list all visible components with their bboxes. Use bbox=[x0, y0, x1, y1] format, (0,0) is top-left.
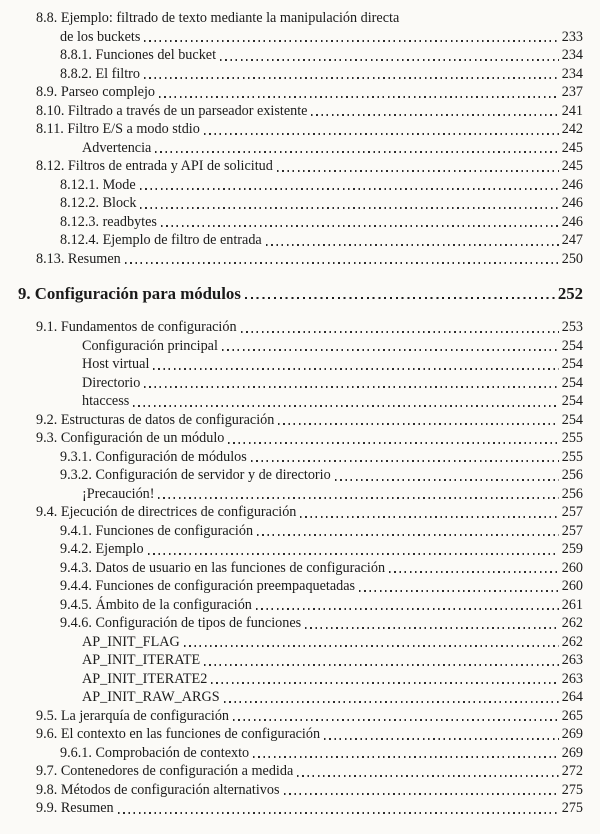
dot-leader bbox=[256, 608, 559, 610]
toc-entry bbox=[18, 231, 583, 250]
page-number: 256 bbox=[561, 467, 583, 483]
entry-title: Directorio bbox=[82, 374, 141, 391]
toc-entry bbox=[18, 559, 583, 578]
entry-title: 9.4.5. Ámbito de la configuración bbox=[60, 596, 252, 613]
page-number: 255 bbox=[561, 430, 583, 446]
page-number: 233 bbox=[561, 28, 583, 45]
page-number: 269 bbox=[561, 726, 583, 742]
page-number: 262 bbox=[561, 615, 583, 631]
entry-title: Advertencia bbox=[82, 139, 152, 156]
page-number: 275 bbox=[561, 800, 583, 816]
dot-leader bbox=[148, 553, 559, 555]
page-number: 245 bbox=[561, 158, 583, 174]
entry-title: 8.9. Parseo complejo bbox=[36, 84, 155, 100]
dot-leader bbox=[311, 114, 558, 116]
dot-leader bbox=[118, 812, 559, 814]
toc-entry bbox=[18, 213, 583, 232]
toc-entry bbox=[18, 651, 583, 670]
entry-title: 8.11. Filtro E/S a modo stdio bbox=[36, 121, 200, 137]
entry-title: 8.13. Resumen bbox=[36, 250, 121, 267]
toc-entry bbox=[18, 466, 583, 485]
dot-leader bbox=[277, 170, 559, 172]
entry-title: 9.4.2. Ejemplo bbox=[60, 541, 144, 557]
page-number: 263 bbox=[561, 670, 583, 687]
dot-leader bbox=[251, 460, 559, 462]
entry-title: 9.8. Métodos de configuración alternativos bbox=[36, 781, 280, 798]
toc-entry bbox=[18, 744, 583, 763]
dot-leader bbox=[224, 701, 559, 703]
toc-entry bbox=[18, 355, 583, 374]
toc-entry bbox=[18, 485, 583, 504]
toc-entry bbox=[18, 318, 583, 337]
dot-leader bbox=[389, 571, 559, 573]
toc-entry bbox=[18, 596, 583, 615]
dot-leader bbox=[159, 96, 559, 98]
page-number: 261 bbox=[561, 596, 583, 613]
page-number: 250 bbox=[561, 250, 583, 267]
page-number: 262 bbox=[561, 633, 583, 650]
page-number: 257 bbox=[561, 504, 583, 520]
entry-title: 8.8.2. El filtro bbox=[60, 65, 140, 82]
dot-leader bbox=[155, 151, 558, 153]
toc-entry bbox=[18, 429, 583, 448]
toc-entry bbox=[18, 540, 583, 559]
toc-entry bbox=[18, 762, 583, 781]
dot-leader bbox=[266, 244, 559, 246]
page-number: 259 bbox=[561, 541, 583, 557]
toc-entry bbox=[18, 176, 583, 195]
dot-leader bbox=[211, 682, 558, 684]
dot-leader bbox=[153, 368, 558, 370]
page-number: 260 bbox=[561, 578, 583, 594]
page-number: 265 bbox=[561, 707, 583, 724]
dot-leader bbox=[133, 405, 558, 407]
toc-entry bbox=[18, 633, 583, 652]
dot-leader bbox=[233, 719, 559, 721]
toc-entry bbox=[18, 374, 583, 393]
entry-title: 9.4.6. Configuración de tipos de funciones bbox=[60, 615, 302, 631]
entry-title: 9.6.1. Comprobación de contexto bbox=[60, 744, 250, 761]
toc-entry bbox=[18, 28, 583, 47]
dot-leader bbox=[144, 40, 558, 42]
page-number: 255 bbox=[561, 448, 583, 465]
toc-entry bbox=[18, 577, 583, 596]
page-number: 253 bbox=[561, 319, 583, 335]
toc-entry bbox=[18, 614, 583, 633]
page-number: 242 bbox=[561, 121, 583, 137]
page-number: 257 bbox=[561, 522, 583, 539]
entry-title: 9.3.1. Configuración de módulos bbox=[60, 448, 247, 465]
page-number: 254 bbox=[561, 411, 583, 428]
entry-title: 8.8. Ejemplo: filtrado de texto mediante la manipulación directa bbox=[36, 10, 400, 26]
page-number: 275 bbox=[561, 781, 583, 798]
entry-title: AP_INIT_RAW_ARGS bbox=[82, 689, 220, 705]
dot-leader bbox=[158, 497, 558, 499]
chapter-heading bbox=[18, 283, 583, 304]
dot-leader bbox=[257, 534, 559, 536]
toc-entry bbox=[18, 392, 583, 411]
dot-leader bbox=[125, 262, 559, 264]
entry-title: 9.4.3. Datos de usuario en las funciones de configuración bbox=[60, 559, 386, 576]
entry-title: 8.12.4. Ejemplo de filtro de entrada bbox=[60, 232, 262, 248]
page-number: 247 bbox=[561, 232, 583, 248]
page-number: 246 bbox=[561, 195, 583, 211]
entry-title: 9.3. Configuración de un módulo bbox=[36, 430, 225, 446]
entry-title: 8.12.1. Mode bbox=[60, 176, 136, 193]
entry-title: 8.12. Filtros de entrada y API de solicitud bbox=[36, 158, 273, 174]
page-number: 256 bbox=[561, 485, 583, 502]
entry-title: 9.4.1. Funciones de configuración bbox=[60, 522, 254, 539]
dot-leader bbox=[245, 297, 555, 299]
page-number: 246 bbox=[561, 213, 583, 230]
toc-entry bbox=[18, 120, 583, 139]
entry-title: 9.9. Resumen bbox=[36, 800, 114, 816]
toc-entry bbox=[18, 781, 583, 800]
entry-title: 9.1. Fundamentos de configuración bbox=[36, 319, 237, 335]
toc-entry bbox=[18, 65, 583, 84]
dot-leader bbox=[359, 590, 559, 592]
dot-leader bbox=[220, 59, 559, 61]
toc-entry bbox=[18, 522, 583, 541]
entry-title: 8.10. Filtrado a través de un parseador existente bbox=[36, 102, 308, 119]
page-number: 272 bbox=[561, 763, 583, 779]
toc-entry bbox=[18, 139, 583, 158]
dot-leader bbox=[144, 386, 558, 388]
toc-entry bbox=[18, 46, 583, 65]
dot-leader bbox=[278, 423, 558, 425]
page-number: 252 bbox=[557, 284, 583, 303]
page-number: 241 bbox=[561, 102, 583, 119]
entry-title: 9.3.2. Configuración de servidor y de directorio bbox=[60, 467, 331, 483]
dot-leader bbox=[284, 793, 559, 795]
dot-leader bbox=[300, 516, 558, 518]
entry-title: AP_INIT_ITERATE2 bbox=[82, 670, 208, 687]
toc-list bbox=[18, 9, 583, 818]
dot-leader bbox=[140, 188, 559, 190]
entry-title: ¡Precaución! bbox=[82, 485, 155, 502]
dot-leader bbox=[161, 225, 559, 227]
toc-entry bbox=[18, 725, 583, 744]
dot-leader bbox=[140, 207, 558, 209]
entry-title: AP_INIT_ITERATE bbox=[82, 652, 201, 668]
toc-entry bbox=[18, 102, 583, 121]
toc-entry bbox=[18, 157, 583, 176]
toc-entry bbox=[18, 250, 583, 269]
page-number: 234 bbox=[561, 47, 583, 63]
entry-title: 9. Configuración para módulos bbox=[18, 284, 241, 303]
dot-leader bbox=[184, 645, 559, 647]
entry-title: Host virtual bbox=[82, 356, 150, 372]
entry-title: Configuración principal bbox=[82, 337, 218, 354]
dot-leader bbox=[222, 349, 559, 351]
toc-entry bbox=[18, 337, 583, 356]
entry-title: 9.2. Estructuras de datos de configuración bbox=[36, 411, 275, 428]
page-number: 246 bbox=[561, 176, 583, 193]
toc-entry bbox=[18, 670, 583, 689]
toc-entry bbox=[18, 448, 583, 467]
toc-entry bbox=[18, 688, 583, 707]
page-number: 264 bbox=[561, 689, 583, 705]
toc-entry bbox=[18, 503, 583, 522]
dot-leader bbox=[335, 479, 559, 481]
page-number: 269 bbox=[561, 744, 583, 761]
dot-leader bbox=[297, 775, 558, 777]
entry-title: 8.8.1. Funciones del bucket bbox=[60, 47, 217, 63]
dot-leader bbox=[204, 133, 559, 135]
entry-title: AP_INIT_FLAG bbox=[82, 633, 180, 650]
page-number: 254 bbox=[561, 393, 583, 409]
dot-leader bbox=[253, 756, 559, 758]
entry-title: htaccess bbox=[82, 393, 130, 409]
dot-leader bbox=[204, 664, 559, 666]
toc-entry bbox=[18, 799, 583, 818]
entry-title: 9.4. Ejecución de directrices de configuración bbox=[36, 504, 297, 520]
page-number: 234 bbox=[561, 65, 583, 82]
toc-entry bbox=[18, 411, 583, 430]
page-number: 254 bbox=[561, 374, 583, 391]
entry-title: 8.12.2. Block bbox=[60, 195, 137, 211]
page-number: 254 bbox=[561, 356, 583, 372]
entry-title: 9.4.4. Funciones de configuración preempaquetadas bbox=[60, 578, 356, 594]
dot-leader bbox=[241, 331, 559, 333]
page-number: 254 bbox=[561, 337, 583, 354]
entry-title: 9.7. Contenedores de configuración a medida bbox=[36, 763, 294, 779]
dot-leader bbox=[228, 442, 558, 444]
entry-title: 8.12.3. readbytes bbox=[60, 213, 157, 230]
page-number: 263 bbox=[561, 652, 583, 668]
entry-title: 9.6. El contexto en las funciones de configuración bbox=[36, 726, 321, 742]
toc-entry bbox=[18, 707, 583, 726]
dot-leader bbox=[144, 77, 559, 79]
page-number: 245 bbox=[561, 139, 583, 156]
page-number: 260 bbox=[561, 559, 583, 576]
entry-title: de los buckets bbox=[60, 28, 141, 45]
toc-entry bbox=[18, 9, 583, 28]
entry-title: 9.5. La jerarquía de configuración bbox=[36, 707, 230, 724]
page-number: 237 bbox=[561, 84, 583, 100]
toc-entry bbox=[18, 83, 583, 102]
toc-entry bbox=[18, 194, 583, 213]
dot-leader bbox=[305, 627, 559, 629]
dot-leader bbox=[324, 738, 559, 740]
